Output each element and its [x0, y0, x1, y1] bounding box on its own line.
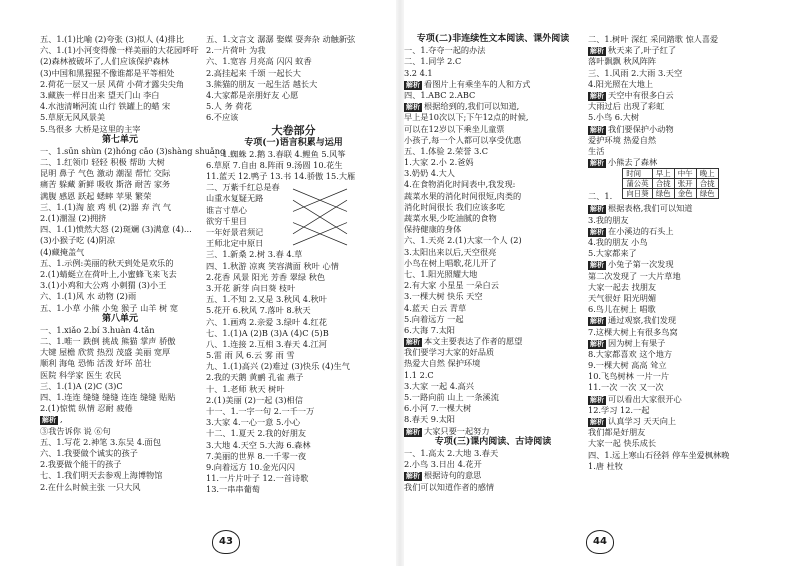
answer-line: (4)藏掩盖气	[40, 246, 85, 257]
answer-line: 王师北定中原日	[206, 238, 264, 249]
table-header-cell: 中午	[674, 169, 696, 179]
table-row	[623, 179, 719, 189]
answer-line: 六、1.天亮 2.(1)大家一个人 (2)	[404, 235, 522, 246]
table-cell: 张开	[674, 179, 696, 189]
answer-line	[404, 426, 582, 437]
answer-line: 8.春天 9.太阳	[404, 414, 455, 425]
right-column-1	[404, 34, 582, 504]
answer-line: 5.向着远方 一起	[404, 313, 464, 324]
answer-line: 谁言寸草心	[206, 204, 247, 215]
answer-line: 五、1.写花 2.神笔 3.东吴 4.面包	[40, 436, 161, 447]
table-cell: 绿色	[652, 189, 674, 199]
answer-line: 2.我的天鹅 黄鹂 孔雀 燕子	[206, 372, 304, 383]
answer-line: 落叶飘飘 秋风阵阵	[588, 56, 657, 67]
answer-line: 消化时间很长 我们应该多吃	[404, 201, 505, 212]
section-heading: 第七单元	[101, 134, 138, 145]
answer-line	[404, 470, 582, 481]
answer-line: 1.唐 杜牧	[588, 460, 623, 471]
answer-line	[588, 315, 766, 326]
answer-line: 可以在12岁以下乘坐儿童票	[404, 123, 505, 134]
answer-line: 我们可以知道作者的感情	[404, 481, 495, 492]
answer-line: 七、1.(1)A (2)B (3)A (4)C (5)B	[206, 327, 329, 338]
section-heading: 第八单元	[101, 313, 138, 324]
answer-line: 10.飞鸟树林 一片一片	[588, 371, 670, 382]
answer-line: 2.(1)蜻蜓立在荷叶上,小蜜蜂飞来飞去	[40, 268, 177, 279]
answer-line: 6.小河 7.一棵大树	[404, 403, 472, 414]
analysis-tag: 解析	[590, 395, 604, 404]
answer-line: 八、1.连接 2.互相 3.春天 4.江河	[206, 338, 327, 349]
analysis-text: 小兔子第一次发现	[608, 259, 674, 270]
answer-line: 山重水复疑无路	[206, 193, 264, 204]
answer-line: 三、1.新桑 2.树 3.春 4.草	[206, 249, 303, 260]
table-cell: 合拢	[696, 179, 718, 189]
answer-line	[588, 203, 766, 214]
answer-line: 4.阳光照在大地上	[588, 78, 654, 89]
answer-line: 四、1.远上寒山石径斜 停车坐爱枫林晚	[588, 449, 730, 460]
table-cell: 合拢	[652, 179, 674, 189]
answer-line: 9.一棵大树 高高 耸立	[588, 360, 667, 371]
answer-line: 六、1.(1)风 水 动物 (2)雨	[40, 291, 137, 302]
answer-line: 顺利 海龟 恐怖 活泼 好坏 茁壮	[40, 358, 152, 369]
answer-line: 五、1.体验 2.荣誉 3.C	[404, 145, 489, 156]
answer-line: 蔬菜水果,少吃油腻的食物	[404, 213, 497, 223]
analysis-tag: 解析	[590, 339, 604, 348]
analysis-tag: 解析	[590, 227, 604, 236]
analysis-text: 在小溪边的石头上	[608, 225, 674, 236]
answer-line: 我们要学习大家的好品质	[404, 347, 495, 358]
answer-line: 3.大家 4.一心一意 5.小心	[206, 417, 301, 428]
answer-line: 4.我的朋友 小鸟	[588, 237, 648, 247]
answer-line: 6.不应该	[206, 112, 239, 123]
analysis-tag: 解析	[590, 125, 604, 134]
answer-line: 3.熊猫的朋友 一起生活 越长大	[206, 78, 318, 89]
answer-line: 爱护环境 热爱自然	[588, 134, 657, 145]
answer-line	[588, 157, 766, 168]
answer-line: 5.鸟很多 大桥是这里的主宰	[40, 123, 141, 134]
answer-line	[404, 79, 582, 90]
analysis-tag: 解析	[42, 416, 56, 425]
answer-line	[588, 124, 766, 135]
answer-line: 6.鸟儿在树上 唱歌	[588, 304, 656, 315]
answer-line: ③我告诉你 说 ⑥句	[40, 425, 111, 436]
answer-line: 3.奶奶 4.大人	[404, 168, 455, 179]
analysis-text: 根据诗句的意思	[424, 470, 482, 481]
answer-line: 5.花开 6.秋风 7.落叶 8.秋天	[206, 305, 311, 316]
answer-line: 医院 科学家 医生 农民	[40, 369, 122, 380]
answer-line: 4.在食物消化时间表中,我发现:	[404, 179, 516, 190]
answer-line: 3.大地 4.天空 5.大海 6.森林	[206, 439, 311, 450]
analysis-tag: 解析	[406, 472, 420, 481]
answer-line: 四、1.秋游 凉爽 笑容满面 秋叶 心情	[206, 260, 339, 271]
answer-line: 七、1.我们明天去参观上海博物馆	[40, 470, 163, 481]
answer-line: 昆明 鼻子 气色 激动 潮湿 帮忙 交际	[40, 168, 171, 179]
answer-line: (3)小猴子吃 (4)阴凉	[40, 235, 115, 246]
answer-line: 早上是10次以下;下午12点的时候,	[404, 112, 529, 123]
answer-line: 1.1 2.C	[404, 369, 434, 380]
page-number-right: 44	[586, 530, 614, 554]
answer-line: 1.大家 2.小 2.爸妈	[404, 157, 474, 168]
answer-line: 二、1.红领巾 轻轻 积极 帮助 大树	[40, 157, 165, 168]
table-cell: 金色	[674, 189, 696, 199]
answer-line: 二、万紫千红总是春	[206, 182, 280, 193]
analysis-text: 根据表格,我们可以知道	[608, 203, 693, 214]
answer-line: 生活	[588, 145, 605, 156]
analysis-text: 本文主要表达了作者的愿望	[424, 336, 523, 347]
answer-line: 3.大家 一起 4.高兴	[404, 380, 474, 391]
answer-line: 第二次发现了 一大片草地	[588, 270, 681, 281]
answer-line: 满腹 感恩 跃起 蟋蟀 苹果 繁荣	[40, 190, 152, 201]
answer-line: 13.一串串葡萄	[206, 484, 260, 495]
answer-line: 六、1.宽容 月亮高 闪闪 蚊香	[206, 56, 312, 67]
answer-line	[40, 414, 200, 425]
analysis-text: 通过观察,我们发现	[608, 315, 677, 326]
section-heading: 专项(一)语言积累与运用	[244, 137, 343, 148]
table-cell: 蒲公英	[623, 179, 653, 189]
table-cell: 向日葵	[623, 189, 653, 199]
answer-line	[404, 336, 582, 347]
answer-line: 一、1.xiǎo 2.bí 3.huàn 4.tǎn	[40, 324, 155, 335]
answer-line: 2.高挂起来 千颂 一起长大	[206, 67, 301, 78]
answer-line: (3)中国和黑猩猩不像谁都是平等相处	[40, 67, 175, 78]
answer-line: 七、1.阳光照耀大地	[404, 268, 478, 279]
answer-line: 2.一片荷叶 为我	[206, 45, 266, 56]
analysis-text: 看图片上有乘坐车的人和方式	[424, 78, 531, 89]
answer-line: 四、1.(1)愤然大怒 (2)斑斓 (3)满意 (4)...	[40, 224, 192, 235]
answer-line: 五、1.文言文 潺潺 娶媒 耍奔杂 动触新弦	[206, 34, 356, 44]
analysis-tag: 解析	[406, 427, 420, 436]
answer-line: 四、1.连连 缝缝 缝缝 连连 缝缝 贴贴	[40, 392, 176, 402]
answer-line: 7.这棵大树上有很多鸟窝	[588, 326, 678, 337]
analysis-tag: 解析	[590, 205, 604, 214]
answer-table	[622, 168, 719, 199]
answer-line: 一、1.夺夺一起的办法	[404, 45, 486, 56]
page-number-left: 43	[212, 530, 240, 554]
answer-line: 二、1.树叶 深红 采同踏歌 惊人喜爱	[588, 34, 719, 44]
answer-line: 8.大家都喜欢 这个地方	[588, 348, 673, 359]
answer-line: 11.蓝天 12.鸭子 13.书 14.骄傲 15.大雁	[206, 171, 356, 182]
answer-line: 2.有大家 小星星 一朵白云	[404, 280, 499, 291]
answer-line: 五、1.示例:美丽的秋天到处是欢乐的	[40, 257, 174, 268]
analysis-tag: 解析	[590, 261, 604, 270]
answer-line: 2.花香 风景 阳光 芳香 翠绿 秋色	[206, 271, 326, 282]
answer-line: 4.蓝天 白云 青草	[404, 302, 467, 313]
answer-line: 2.在什么时候主张 一只大风	[40, 481, 141, 492]
answer-line: 五、1.不知 2.又是 3.秋风 4.秋叶	[206, 294, 327, 305]
answer-line: 一、1.sūn shùn (2)hóng cǎo (3)shàng shuǎng	[40, 145, 226, 156]
answer-line: 3.一棵大树 快乐 天空	[404, 291, 483, 302]
answer-line: 蔬菜水果的消化时间很短,肉类的	[404, 190, 522, 201]
answer-line	[588, 338, 766, 349]
answer-line: 11.一次 一次 又一次	[588, 382, 664, 393]
answer-line: 三、1.(1)淘 旅 鸡 机 (2)器 弃 汽 气	[40, 201, 172, 212]
answer-line: 三、1.(1)A (2)C (3)C	[40, 380, 123, 391]
answer-line: (2)森林被破坏了,人们应该保护森林	[40, 56, 169, 67]
answer-line: 7.美丽的世界 8.一千零一夜	[206, 450, 307, 461]
answer-line: 大键 屋檐 欣赏 热烈 茂盛 美丽 宽厚	[40, 347, 171, 358]
analysis-text: 可以看出大家很开心	[608, 393, 682, 404]
analysis-tag: 解析	[406, 103, 420, 112]
answer-line: 保持健康的身体	[404, 224, 462, 235]
answer-line: 六、1.我要做个诚实的孩子	[40, 447, 138, 458]
answer-line: 2.(1)潮湿 (2)拥挤	[40, 213, 107, 223]
answer-line: 2.(1)美丽 (2)一起 (3)相信	[206, 394, 303, 405]
answer-line: 一、1.高太 2.大地 3.春天	[404, 447, 499, 458]
answer-line: 5.草原无风风景美	[40, 112, 106, 123]
answer-line: 我们都是好朋友	[588, 427, 646, 438]
analysis-text: 天空中有很多白云	[608, 89, 674, 100]
answer-line: 欲穷千里目	[206, 215, 247, 226]
answer-line: 大家一起去 找朋友	[588, 281, 657, 292]
answer-line: 五、1.小草 小熊 小兔 猴子 山羊 树 宽	[40, 302, 179, 313]
left-column-2	[206, 34, 381, 504]
answer-line: 六、1.画鸡 2.亲爱 3.绿叶 4.红花	[206, 316, 327, 327]
analysis-text: ,	[60, 414, 63, 425]
answer-line: 3.(1)小鸡和大公鸡 小刺猬 (3)小王	[40, 280, 167, 291]
answer-line: 3.2 4.1	[404, 67, 433, 78]
answer-line: 大家一起 快乐成长	[588, 438, 657, 449]
section-heading: 专项(二)非连续性文本阅读、课外阅读	[416, 34, 570, 44]
analysis-tag: 解析	[590, 47, 604, 56]
section-heading: 专项(三)课内阅读、古诗阅读	[434, 436, 552, 447]
answer-line: 11.一片片叶子 12.一首诗歌	[206, 473, 309, 484]
answer-line: 五、1.(1)比喻 (2)夸张 (3)拟人 (4)排比	[40, 34, 184, 44]
analysis-tag: 解析	[590, 91, 604, 100]
analysis-tag: 解析	[590, 159, 604, 168]
answer-line: 二、1.同学 2.C	[404, 56, 462, 67]
answer-line: 5.大家都来了	[588, 248, 637, 259]
answer-line: 5.雷 雨 风 6.云 雾 雨 雪	[206, 350, 295, 361]
answer-line: 大雨过后 出现了彩虹	[588, 101, 665, 112]
answer-line: 2.小鸟 3.日出 4.花开	[404, 459, 482, 470]
analysis-text: 我们要保护小动物	[608, 123, 674, 134]
answer-line	[588, 226, 766, 237]
answer-line: 一、1.蜘蛛 2.鹅 3.春联 4.鲤鱼 5.风筝	[206, 148, 346, 159]
answer-line: 痛苦 躲藏 新鲜 吸收 斯洛 耐苦 家务	[40, 179, 171, 190]
answer-line: 4.水池清晰河流 山行 铁罐上的蜡 宋	[40, 101, 171, 112]
answer-line	[404, 101, 582, 112]
answer-line: 六、1.(1)小河变得像一样美丽的大花园呼吁	[40, 45, 199, 56]
answer-line: 12.学习 12.一起	[588, 404, 650, 415]
analysis-tag: 解析	[590, 317, 604, 326]
answer-line: 9.向着远方 10.金光闪闪	[206, 461, 295, 472]
answer-line	[588, 259, 766, 270]
answer-line: 九、1.(1)高兴 (2)难过 (3)快乐 (4)生气	[206, 361, 350, 372]
answer-line: 十一、1.一字一句 2.一千一万	[206, 406, 315, 416]
analysis-tag: 解析	[406, 338, 420, 347]
table-header-cell: 晚上	[696, 169, 718, 179]
answer-line: 6.大海 7.太阳	[404, 324, 455, 335]
table-header-cell: 早上	[652, 169, 674, 179]
answer-line: 3.开花 新芽 向日葵 枝叶	[206, 282, 296, 293]
answer-line	[588, 45, 766, 56]
analysis-text: 认真学习 天天向上	[608, 416, 677, 426]
answer-line: 2.我要做个能干的孩子	[40, 459, 122, 470]
analysis-text: 大家只要一起努力	[424, 425, 490, 436]
answer-line: 一年好景君须记	[206, 227, 264, 237]
matching-lines	[291, 184, 351, 254]
answer-line: 5.一路向前 山上 一条溪流	[404, 392, 499, 402]
answer-line: 三、1.风雨 2.大雨 3.天空	[588, 67, 683, 78]
analysis-text: 因为树上有果子	[608, 337, 666, 348]
answer-line: 3.我的朋友	[588, 214, 629, 225]
table-header-cell: 时间	[623, 169, 653, 179]
answer-line: 小孩子,每一个人都可以享受优惠	[404, 134, 522, 145]
table-row	[623, 189, 719, 199]
answer-line	[588, 90, 766, 101]
answer-line	[588, 416, 766, 427]
answer-line: 3.藏族一样日出来 望天门山 李白	[40, 89, 160, 100]
answer-line: 四、1.ABC 2.ABC	[404, 89, 476, 100]
answer-line: 热爱大自然 保护环境	[404, 358, 481, 369]
answer-line: 6.草原 7.自由 8.阵雨 9.汤圆 10.花生	[206, 159, 343, 170]
answer-line: 2.荷花一层又一层 风荷 小荷才露尖尖角	[40, 78, 185, 89]
right-column-2	[588, 34, 766, 504]
answer-line	[588, 394, 766, 405]
analysis-tag: 解析	[406, 80, 420, 89]
section-heading: 大卷部分	[271, 123, 316, 137]
table-cell: 绿色	[696, 189, 718, 199]
answer-line: 5.小鸟 6.大树	[588, 112, 639, 123]
analysis-text: 秋天来了,叶子红了	[608, 45, 677, 56]
answer-line: 二、1.唯一 跌倒 挑战 熊猫 掌声 骄傲	[40, 336, 176, 347]
right-page	[400, 0, 800, 566]
answer-line: 4.大家都是亲朋好友 心愿	[206, 89, 299, 100]
answer-line: 二、1.时间 早上 中午 晚上 蒲公英 合拢 张开 合拢 向日葵 绿色 金色 绿色	[588, 168, 766, 192]
answer-line: 5.人 务 荷花	[206, 101, 252, 112]
answer-line: 小鸟在树上唱歌,花儿开了	[404, 257, 497, 268]
analysis-text: 根据给到的,我们可以知道,	[424, 101, 520, 112]
answer-line: 十二、1.夏天 2.我的好朋友	[206, 428, 307, 439]
analysis-text: 小熊去了森林	[608, 157, 658, 168]
answer-line: 3.太阳出来以后,天空很亮	[404, 246, 497, 257]
answer-line: 十、1.老师 秋天 树叶	[206, 383, 285, 394]
answer-line: 天气很好 阳光明媚	[588, 292, 657, 303]
answer-line: 2.(1)惊慌 纵情 忍耐 疲倦	[40, 403, 133, 414]
analysis-tag: 解析	[590, 418, 604, 426]
